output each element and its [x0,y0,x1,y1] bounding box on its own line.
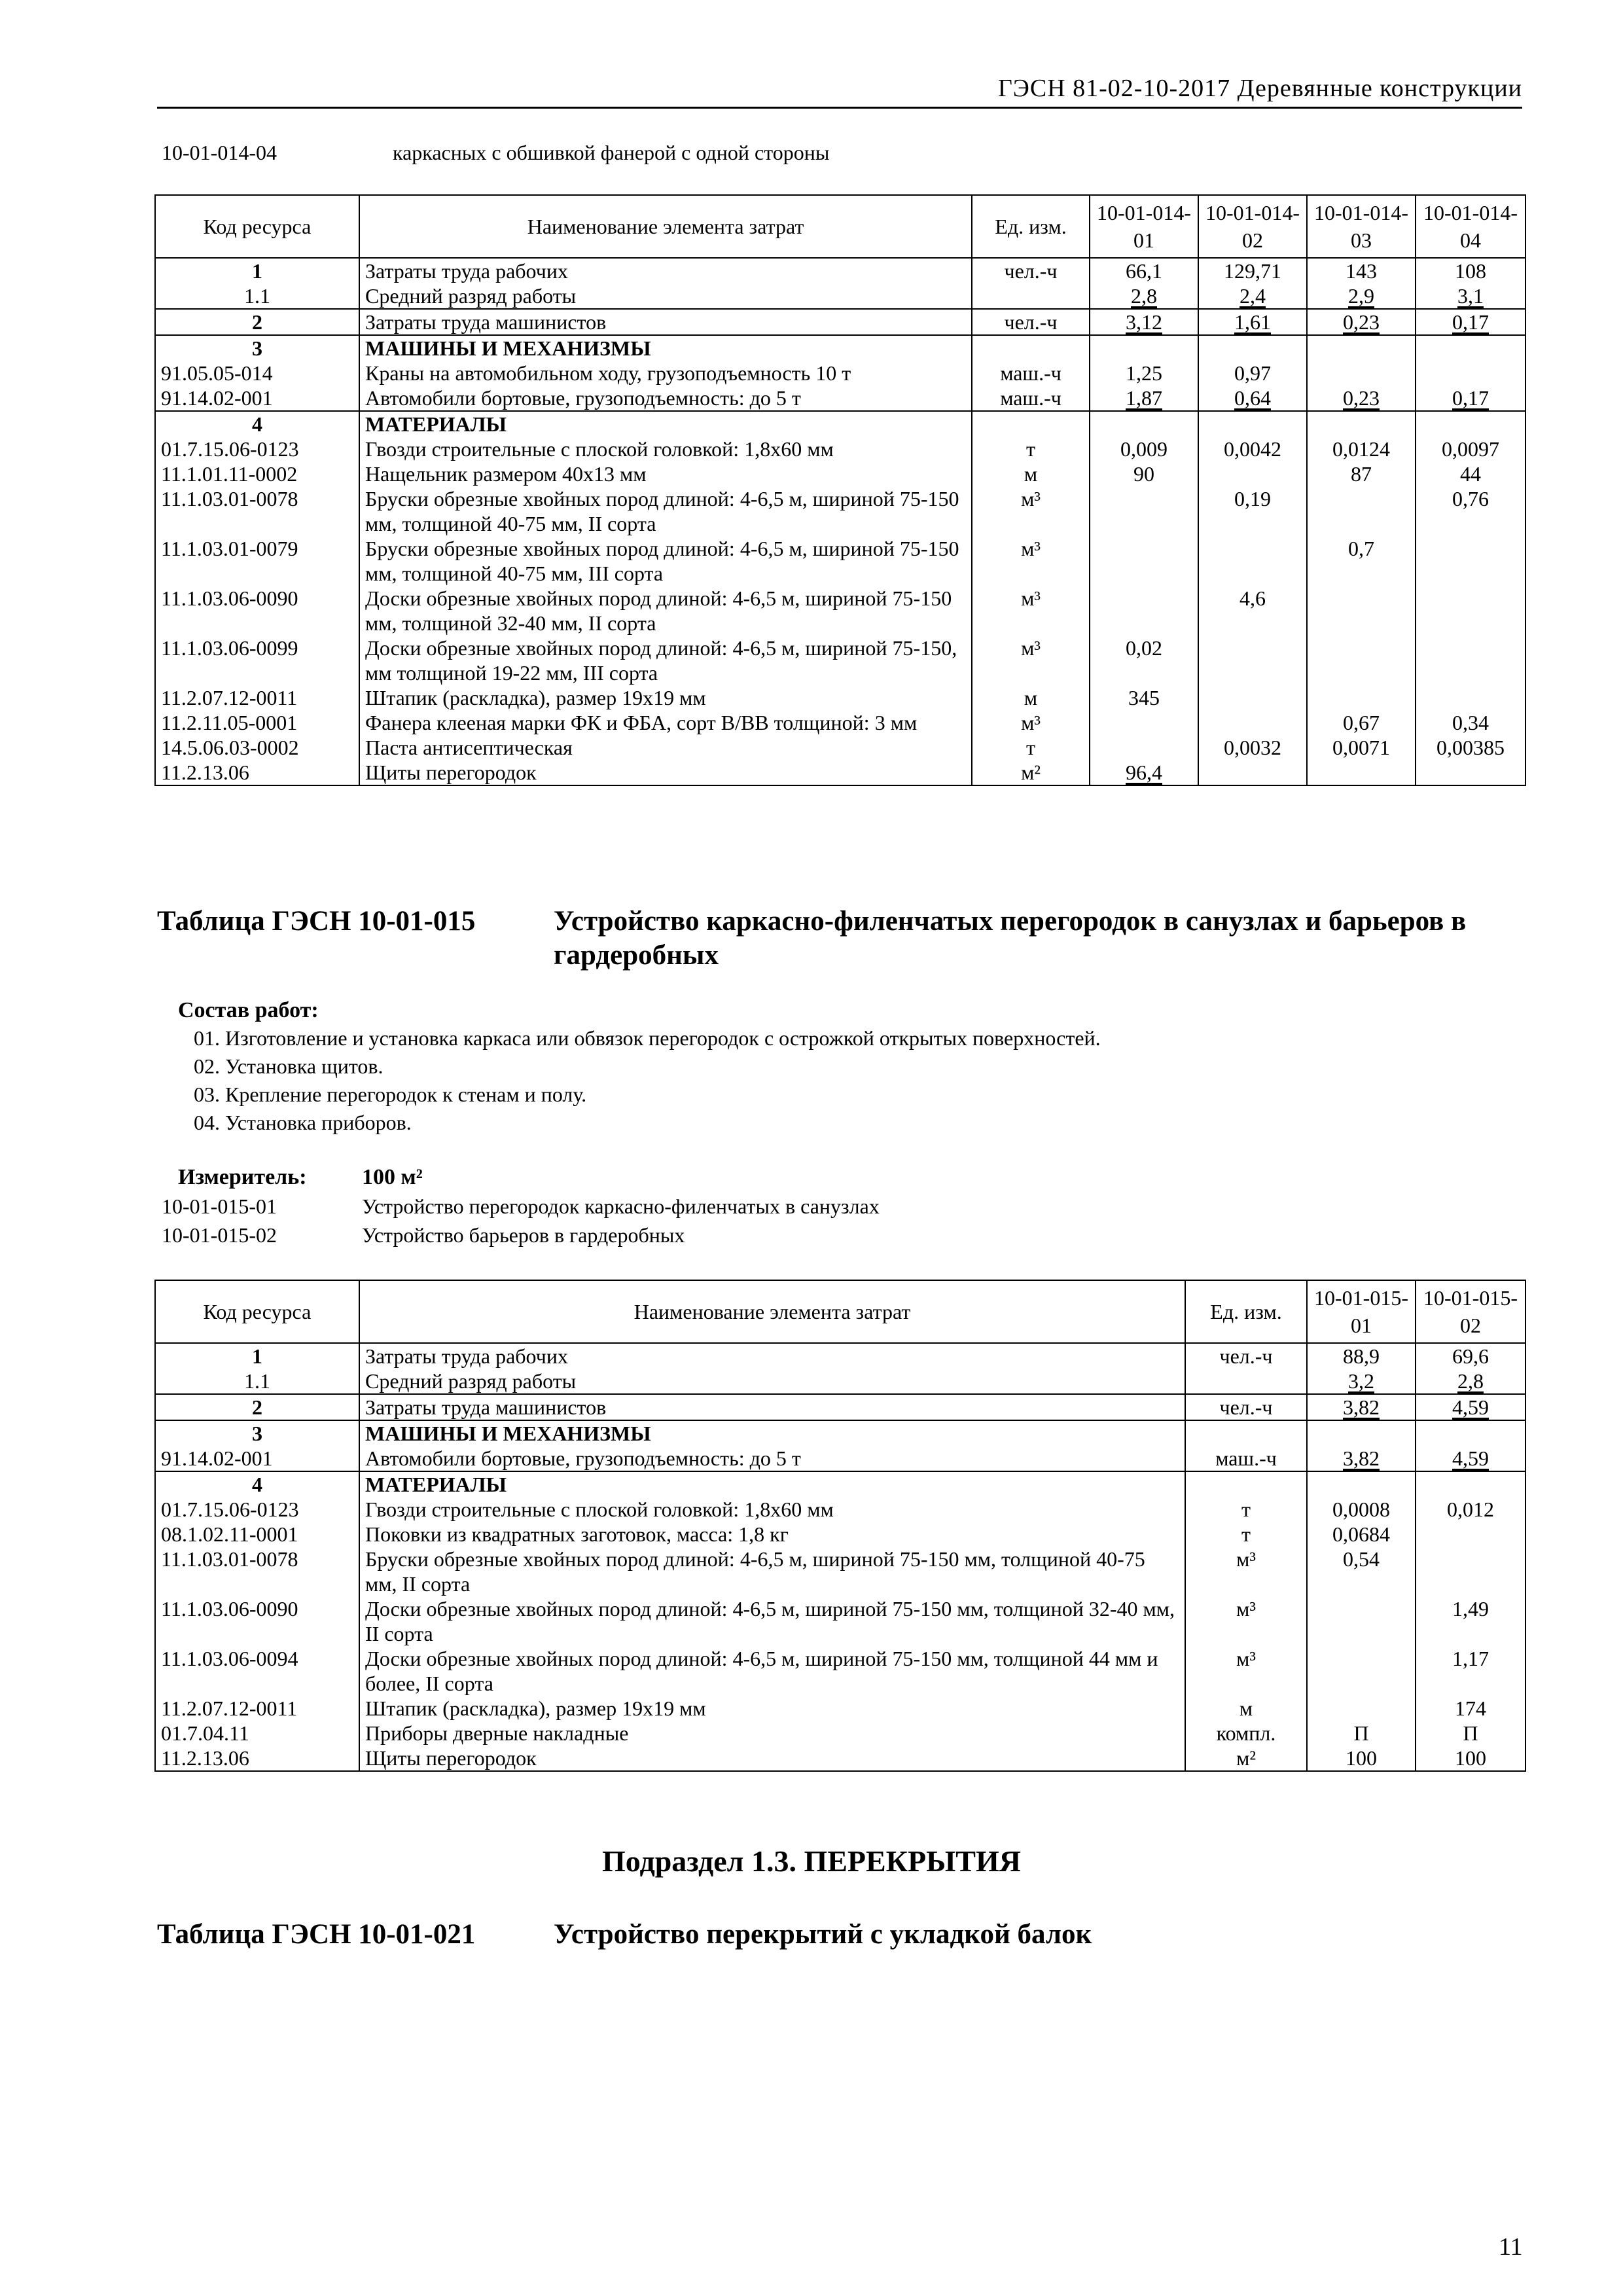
value-cell [1307,1420,1416,1446]
resource-code-cell: 11.1.03.01-0078 [155,486,359,536]
col-header: 10-01-015-01 [1307,1280,1416,1343]
value-cell [1307,1596,1416,1646]
value-cell [1307,1696,1416,1721]
value-cell [1198,636,1307,685]
table-row [155,536,1525,586]
unit-cell: м³ [1185,1646,1307,1696]
value-cell [1416,361,1525,386]
work-item: 02. Установка щитов. [194,1054,383,1078]
unit-cell [1185,1420,1307,1446]
resource-name-cell: Бруски обрезные хвойных пород длиной: 4-6,5 м, шириной 75-150 мм, толщиной 40-75 мм, II сорта [359,1547,1185,1596]
resource-code-cell: 2 [155,309,359,335]
value-cell: 345 [1090,685,1198,710]
resource-name-cell: Средний разряд работы [359,283,972,309]
value-cell [1090,536,1198,586]
value-cell: 44 [1416,461,1525,486]
unit-cell: т [1185,1522,1307,1547]
value-cell [1307,361,1416,386]
value-cell [1198,760,1307,785]
value-cell: 100 [1416,1746,1525,1771]
value-cell [1198,536,1307,586]
value-cell: 0,0042 [1198,437,1307,461]
resource-name-cell: Средний разряд работы [359,1369,1185,1394]
running-header: ГЭСН 81-02-10-2017 Деревянные конструкции [997,75,1522,102]
resource-name-cell: Доски обрезные хвойных пород длиной: 4-6,5 м, шириной 75-150 мм, толщиной 32-40 мм, II сорта [359,1596,1185,1646]
unit-cell: т [972,437,1090,461]
value-cell: 143 [1307,258,1416,283]
value-cell [1090,411,1198,437]
table-row [155,1343,1525,1369]
value-cell: 0,0097 [1416,437,1525,461]
resource-name-cell: Краны на автомобильном ходу, грузоподъемность 10 т [359,361,972,386]
unit-cell: м² [972,760,1090,785]
table-row [155,1446,1525,1471]
unit-cell [972,283,1090,309]
value-cell [1416,636,1525,685]
value-cell: 0,23 [1307,386,1416,411]
table-header-row [155,1280,1525,1343]
resource-name-cell: Автомобили бортовые, грузоподъемность: до 5 т [359,386,972,411]
table-heading-title: Устройство каркасно-филенчатых перегородок в санузлах и барьеров в гардеробных [554,906,1467,971]
resource-name-cell: Автомобили бортовые, грузоподъемность: до 5 т [359,1446,1185,1471]
value-cell [1416,1420,1525,1446]
resource-name-cell: МАТЕРИАЛЫ [359,1471,1185,1497]
value-cell: 66,1 [1090,258,1198,283]
value-cell: 1,49 [1416,1596,1525,1646]
value-cell [1090,486,1198,536]
value-cell [1307,1646,1416,1696]
resource-table-10-01-014 [154,194,1526,786]
resource-name-cell: Бруски обрезные хвойных пород длиной: 4-6,5 м, шириной 75-150 мм, толщиной 40-75 мм, III сорта [359,536,972,586]
table-heading-code: Таблица ГЭСН 10-01-015 [157,906,476,937]
value-cell [1090,335,1198,361]
value-cell: 0,34 [1416,710,1525,735]
value-cell [1416,536,1525,586]
value-cell [1307,1471,1416,1497]
subsection-title: Подраздел 1.3. ПЕРЕКРЫТИЯ [601,1844,1021,1878]
resource-code-cell: 91.14.02-001 [155,386,359,411]
work-item: 03. Крепление перегородок к стенам и полу. [194,1083,587,1106]
resource-name-cell: Щиты перегородок [359,760,972,785]
unit-cell: чел.-ч [972,309,1090,335]
value-cell: 108 [1416,258,1525,283]
resource-code-cell: 4 [155,411,359,437]
resource-code-cell: 08.1.02.11-0001 [155,1522,359,1547]
resource-code-cell: 14.5.06.03-0002 [155,735,359,760]
value-cell: 1,17 [1416,1646,1525,1696]
table-row [155,1696,1525,1721]
value-cell [1416,760,1525,785]
value-cell [1198,685,1307,710]
value-cell: 0,0071 [1307,735,1416,760]
table-row [155,760,1525,785]
unit-cell: компл. [1185,1721,1307,1746]
value-cell: 90 [1090,461,1198,486]
table-row [155,386,1525,411]
table-row [155,1646,1525,1696]
value-cell [1090,735,1198,760]
table-header-row [155,195,1525,258]
col-header: Ед. изм. [972,195,1090,258]
unit-cell [972,411,1090,437]
position-description: Устройство барьеров в гардеробных [362,1223,685,1247]
value-cell: 0,97 [1198,361,1307,386]
resource-code-cell: 1 [155,258,359,283]
value-cell [1090,710,1198,735]
resource-name-cell: МАТЕРИАЛЫ [359,411,972,437]
value-cell: 174 [1416,1696,1525,1721]
table-row [155,361,1525,386]
unit-cell: маш.-ч [972,361,1090,386]
resource-code-cell: 4 [155,1471,359,1497]
measure-value: 100 м² [362,1165,423,1189]
table-row [155,461,1525,486]
table-row [155,411,1525,437]
table-row [155,309,1525,335]
unit-cell: м³ [972,636,1090,685]
value-cell [1307,760,1416,785]
value-cell: 1,25 [1090,361,1198,386]
resource-code-cell: 11.2.13.06 [155,1746,359,1771]
unit-cell: м³ [972,710,1090,735]
resource-name-cell: Доски обрезные хвойных пород длиной: 4-6,5 м, шириной 75-150 мм, толщиной 44 мм и более, II сорта [359,1646,1185,1696]
value-cell [1416,685,1525,710]
table-row [155,283,1525,309]
resource-code-cell: 11.2.07.12-0011 [155,1696,359,1721]
prev-item-description: каркасных с обшивкой фанерой с одной стороны [393,141,830,164]
value-cell: 0,0124 [1307,437,1416,461]
value-cell: 0,0032 [1198,735,1307,760]
unit-cell: т [1185,1497,1307,1522]
value-cell [1307,486,1416,536]
value-cell: 96,4 [1090,760,1198,785]
table-row [155,335,1525,361]
col-header: Наименование элемента затрат [359,195,972,258]
table-row [155,1497,1525,1522]
col-header: 10-01-014-04 [1416,195,1525,258]
value-cell: 2,9 [1307,283,1416,309]
resource-code-cell: 01.7.15.06-0123 [155,1497,359,1522]
resource-name-cell: Штапик (раскладка), размер 19х19 мм [359,685,972,710]
resource-code-cell: 1 [155,1343,359,1369]
unit-cell: м [972,685,1090,710]
unit-cell [1185,1471,1307,1497]
unit-cell: чел.-ч [1185,1394,1307,1420]
resource-name-cell: Гвозди строительные с плоской головкой: 1,8х60 мм [359,1497,1185,1522]
page-number: 11 [1499,2233,1523,2261]
table-row [155,1746,1525,1771]
table-body [155,258,1525,785]
resource-code-cell: 01.7.15.06-0123 [155,437,359,461]
measure-label: Измеритель: [178,1165,307,1189]
works-label: Состав работ: [178,998,319,1022]
work-item: 04. Установка приборов. [194,1111,412,1134]
resource-code-cell: 3 [155,335,359,361]
table-row [155,710,1525,735]
table-row [155,586,1525,636]
col-header: Код ресурса [155,1280,359,1343]
unit-cell: м² [1185,1746,1307,1771]
table-row [155,1394,1525,1420]
table-row [155,685,1525,710]
value-cell [1307,411,1416,437]
table-body [155,1343,1525,1771]
resource-name-cell: Доски обрезные хвойных пород длиной: 4-6,5 м, шириной 75-150, мм толщиной 19-22 мм, III сорта [359,636,972,685]
resource-name-cell: Затраты труда рабочих [359,1343,1185,1369]
value-cell [1307,685,1416,710]
prev-item-code: 10-01-014-04 [162,141,277,164]
resource-code-cell: 91.05.05-014 [155,361,359,386]
value-cell: П [1307,1721,1416,1746]
value-cell: 1,61 [1198,309,1307,335]
value-cell: 88,9 [1307,1343,1416,1369]
table-row [155,258,1525,283]
value-cell: 0,0008 [1307,1497,1416,1522]
col-header: 10-01-014-03 [1307,195,1416,258]
resource-name-cell: Штапик (раскладка), размер 19х19 мм [359,1696,1185,1721]
unit-cell: м³ [972,536,1090,586]
value-cell [1198,335,1307,361]
unit-cell: чел.-ч [972,258,1090,283]
value-cell: 69,6 [1416,1343,1525,1369]
value-cell: 3,2 [1307,1369,1416,1394]
resource-name-cell: МАШИНЫ И МЕХАНИЗМЫ [359,335,972,361]
resource-code-cell: 11.2.07.12-0011 [155,685,359,710]
value-cell [1198,411,1307,437]
resource-code-cell: 11.1.03.01-0078 [155,1547,359,1596]
value-cell: 3,12 [1090,309,1198,335]
value-cell: 2,8 [1090,283,1198,309]
resource-code-cell: 11.2.13.06 [155,760,359,785]
table-row [155,486,1525,536]
resource-name-cell: Доски обрезные хвойных пород длиной: 4-6,5 м, шириной 75-150 мм, толщиной 32-40 мм, II сорта [359,586,972,636]
value-cell [1416,1547,1525,1596]
value-cell: 3,82 [1307,1446,1416,1471]
unit-cell: м [972,461,1090,486]
resource-name-cell: Поковки из квадратных заготовок, масса: 1,8 кг [359,1522,1185,1547]
table-heading-title: Устройство перекрытий с укладкой балок [554,1919,1092,1950]
unit-cell: маш.-ч [1185,1446,1307,1471]
resource-code-cell: 11.1.03.06-0090 [155,586,359,636]
unit-cell: м³ [1185,1596,1307,1646]
position-code: 10-01-015-02 [162,1223,277,1247]
col-header: Наименование элемента затрат [359,1280,1185,1343]
resource-name-cell: МАШИНЫ И МЕХАНИЗМЫ [359,1420,1185,1446]
table-row [155,1420,1525,1446]
resource-name-cell: Затраты труда рабочих [359,258,972,283]
value-cell: 3,82 [1307,1394,1416,1420]
value-cell: 0,54 [1307,1547,1416,1596]
value-cell: 0,012 [1416,1497,1525,1522]
col-header: 10-01-014-02 [1198,195,1307,258]
value-cell: 0,7 [1307,536,1416,586]
resource-code-cell: 11.1.03.06-0090 [155,1596,359,1646]
work-item: 01. Изготовление и установка каркаса или обвязок перегородок с острожкой открытых поверхностей. [194,1026,1101,1050]
resource-name-cell: Щиты перегородок [359,1746,1185,1771]
unit-cell [1185,1369,1307,1394]
resource-code-cell: 01.7.04.11 [155,1721,359,1746]
value-cell [1198,710,1307,735]
resource-table-10-01-015 [154,1280,1526,1772]
value-cell [1307,335,1416,361]
resource-code-cell: 11.1.03.06-0094 [155,1646,359,1696]
value-cell [1090,586,1198,636]
resource-code-cell: 91.14.02-001 [155,1446,359,1471]
value-cell: 0,19 [1198,486,1307,536]
table-row [155,1522,1525,1547]
resource-name-cell: Нащельник размером 40х13 мм [359,461,972,486]
resource-name-cell: Приборы дверные накладные [359,1721,1185,1746]
value-cell: 0,17 [1416,386,1525,411]
resource-code-cell: 1.1 [155,283,359,309]
table-row [155,1369,1525,1394]
col-header: Ед. изм. [1185,1280,1307,1343]
unit-cell: м³ [972,586,1090,636]
table-row [155,1721,1525,1746]
value-cell: 0,00385 [1416,735,1525,760]
value-cell: 4,59 [1416,1446,1525,1471]
col-header: 10-01-015-02 [1416,1280,1525,1343]
unit-cell: маш.-ч [972,386,1090,411]
table-row [155,636,1525,685]
unit-cell: т [972,735,1090,760]
unit-cell: м³ [972,486,1090,536]
value-cell [1307,636,1416,685]
unit-cell: м³ [1185,1547,1307,1596]
value-cell: 87 [1307,461,1416,486]
unit-cell: чел.-ч [1185,1343,1307,1369]
value-cell: 100 [1307,1746,1416,1771]
table-row [155,1596,1525,1646]
resource-name-cell: Паста антисептическая [359,735,972,760]
position-code: 10-01-015-01 [162,1194,277,1218]
resource-code-cell: 3 [155,1420,359,1446]
col-header: 10-01-014-01 [1090,195,1198,258]
col-header: Код ресурса [155,195,359,258]
table-heading-code: Таблица ГЭСН 10-01-021 [157,1919,476,1950]
table-row [155,735,1525,760]
unit-cell [972,335,1090,361]
resource-name-cell: Затраты труда машинистов [359,1394,1185,1420]
resource-code-cell: 11.2.11.05-0001 [155,710,359,735]
value-cell: 0,76 [1416,486,1525,536]
resource-code-cell: 11.1.03.01-0079 [155,536,359,586]
value-cell [1416,586,1525,636]
resource-name-cell: Гвозди строительные с плоской головкой: 1,8х60 мм [359,437,972,461]
value-cell: 2,4 [1198,283,1307,309]
resource-code-cell: 1.1 [155,1369,359,1394]
resource-name-cell: Затраты труда машинистов [359,309,972,335]
table-row [155,1471,1525,1497]
value-cell: 0,02 [1090,636,1198,685]
value-cell: 2,8 [1416,1369,1525,1394]
table-row [155,1547,1525,1596]
value-cell: 0,17 [1416,309,1525,335]
value-cell: 0,009 [1090,437,1198,461]
value-cell: П [1416,1721,1525,1746]
resource-name-cell: Бруски обрезные хвойных пород длиной: 4-6,5 м, шириной 75-150 мм, толщиной 40-75 мм, II сорта [359,486,972,536]
value-cell: 4,6 [1198,586,1307,636]
value-cell: 129,71 [1198,258,1307,283]
value-cell [1416,1471,1525,1497]
value-cell: 0,23 [1307,309,1416,335]
header-rule [157,107,1522,109]
resource-code-cell: 11.1.01.11-0002 [155,461,359,486]
value-cell: 1,87 [1090,386,1198,411]
value-cell: 4,59 [1416,1394,1525,1420]
value-cell [1416,1522,1525,1547]
position-description: Устройство перегородок каркасно-филенчатых в санузлах [362,1194,880,1218]
value-cell: 3,1 [1416,283,1525,309]
resource-name-cell: Фанера клееная марки ФК и ФБА, сорт В/ВВ толщиной: 3 мм [359,710,972,735]
value-cell [1307,586,1416,636]
value-cell [1416,411,1525,437]
resource-code-cell: 2 [155,1394,359,1420]
value-cell: 0,0684 [1307,1522,1416,1547]
value-cell [1198,461,1307,486]
value-cell: 0,67 [1307,710,1416,735]
value-cell [1416,335,1525,361]
value-cell: 0,64 [1198,386,1307,411]
unit-cell: м [1185,1696,1307,1721]
table-row [155,437,1525,461]
resource-code-cell: 11.1.03.06-0099 [155,636,359,685]
